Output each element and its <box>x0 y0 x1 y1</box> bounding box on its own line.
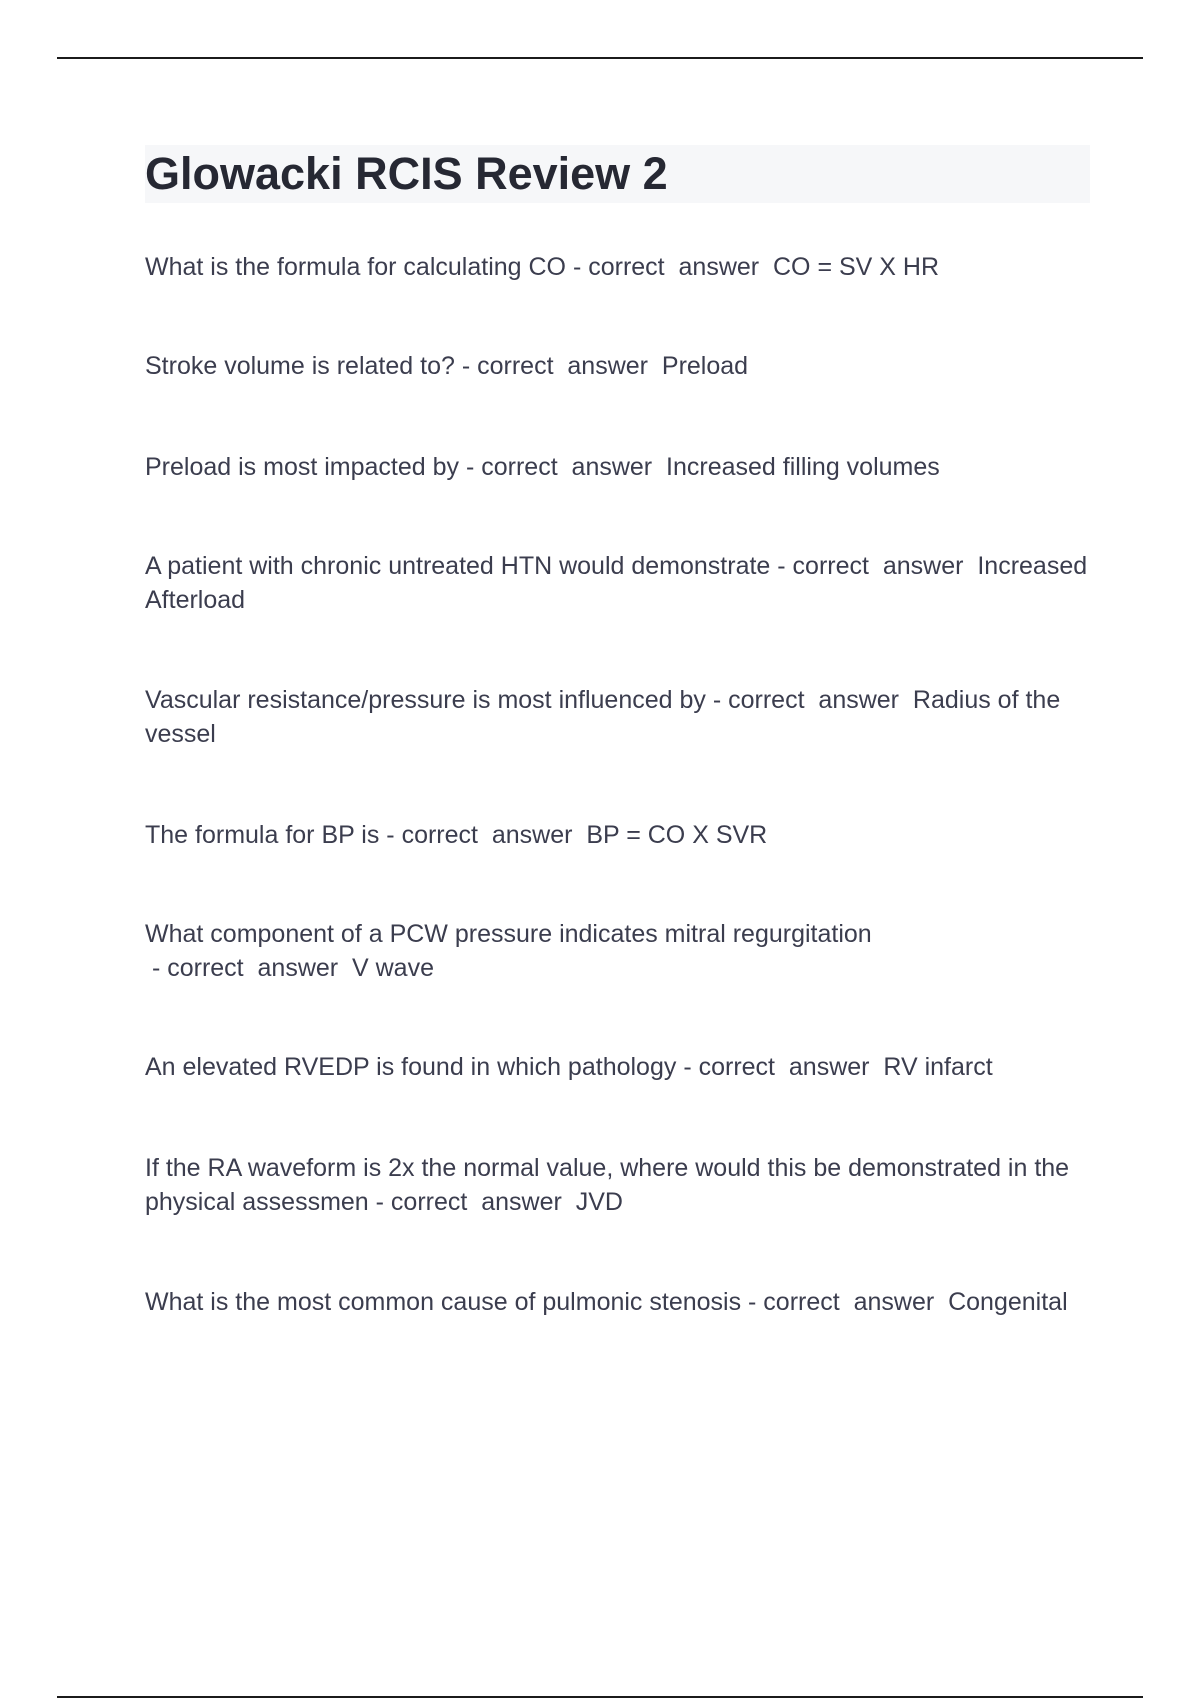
answer-marker: - correct answer <box>379 821 587 849</box>
qa-item <box>145 349 1090 383</box>
question-text: Preload is most impacted by <box>145 453 460 481</box>
qa-item <box>145 683 1090 751</box>
page-title: Glowacki RCIS Review 2 <box>145 148 668 199</box>
qa-item <box>145 250 1090 284</box>
answer-text: RV infarct <box>883 1053 993 1081</box>
answer-text: V wave <box>352 954 434 982</box>
bottom-divider <box>57 1696 1143 1698</box>
qa-item <box>145 917 1090 985</box>
answer-text: Increased Afterload <box>145 552 1088 614</box>
question-text: If the RA waveform is 2x the normal value, where would this be demonstrated in the physical assessmen <box>145 1154 1070 1216</box>
qa-item <box>145 1285 1090 1319</box>
answer-marker: - correct answer <box>566 253 773 281</box>
question-text: Vascular resistance/pressure is most influenced by <box>145 686 706 714</box>
question-text: What component of a PCW pressure indicates mitral regurgitation <box>145 920 872 948</box>
question-text: What is the most common cause of pulmonic stenosis <box>145 1288 742 1316</box>
answer-marker: - correct answer <box>770 552 978 580</box>
answer-marker: - correct answer <box>676 1053 884 1081</box>
answer-text: Radius of the vessel <box>145 686 1061 748</box>
answer-text: Preload <box>661 352 749 380</box>
question-text: The formula for BP is <box>145 821 380 849</box>
qa-item <box>145 818 1090 852</box>
qa-item <box>145 450 1090 484</box>
answer-text: BP = CO X SVR <box>586 821 768 849</box>
answer-text: JVD <box>575 1188 623 1216</box>
qa-item <box>145 549 1090 617</box>
answer-marker: - correct answer <box>368 1188 576 1216</box>
answer-marker: - correct answer <box>741 1288 949 1316</box>
question-text: Stroke volume is related to? <box>145 352 455 380</box>
answer-marker: - correct answer <box>705 686 913 714</box>
answer-marker: - correct answer <box>459 453 667 481</box>
answer-text: CO = SV X HR <box>773 253 940 281</box>
answer-text: Congenital <box>948 1288 1068 1316</box>
top-divider <box>57 57 1143 59</box>
question-text: A patient with chronic untreated HTN would demonstrate <box>145 552 771 580</box>
question-text: An elevated RVEDP is found in which pathology <box>145 1053 677 1081</box>
qa-item <box>145 1050 1090 1084</box>
answer-marker: - correct answer <box>145 954 352 982</box>
answer-text: Increased filling volumes <box>666 453 940 481</box>
qa-item <box>145 1151 1090 1219</box>
answer-marker: - correct answer <box>454 352 662 380</box>
question-text: What is the formula for calculating CO <box>145 253 566 281</box>
